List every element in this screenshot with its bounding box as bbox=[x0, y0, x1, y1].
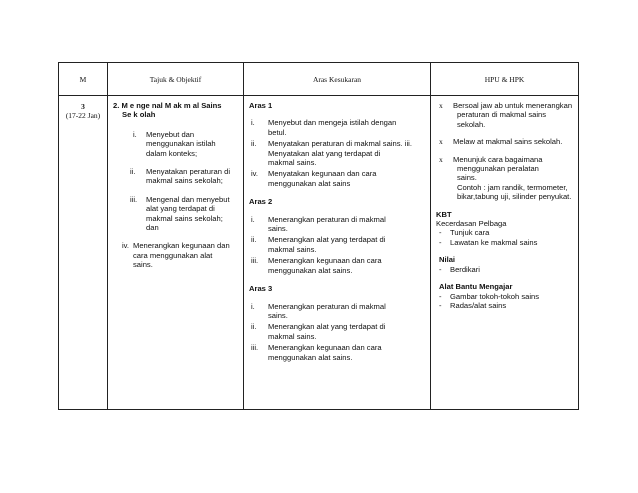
item-number: i. bbox=[251, 118, 255, 128]
item-number: iv. bbox=[122, 241, 130, 251]
item-text bbox=[133, 241, 240, 269]
item-text bbox=[268, 169, 427, 188]
objectives-list bbox=[113, 130, 240, 270]
bullet-x-icon: x bbox=[439, 154, 443, 164]
aras-section bbox=[249, 197, 427, 275]
item-text bbox=[268, 302, 427, 321]
aras-title: Aras 2 bbox=[249, 197, 273, 207]
hpu-bullets bbox=[436, 101, 575, 202]
item-line: makmal sains. bbox=[268, 244, 317, 254]
item-line: Menerangkan kegunaan dan cara bbox=[268, 256, 382, 266]
item-line: Menerangkan peraturan di makmal bbox=[268, 301, 386, 311]
hpu-cell bbox=[431, 96, 579, 410]
aras-title: Aras 3 bbox=[249, 284, 273, 294]
item-line: Menyatakan peraturan di makmal sains. iii. bbox=[268, 139, 412, 149]
list-text: Lawatan ke makmal sains bbox=[450, 237, 538, 247]
item-line: menggunakan alat sains bbox=[268, 178, 351, 188]
item-line: Menerangkan alat yang terdapat di bbox=[268, 322, 386, 332]
item-number: ii. bbox=[251, 139, 257, 149]
item-text bbox=[268, 343, 427, 362]
aras-item bbox=[249, 169, 427, 188]
dash-icon: - bbox=[439, 264, 442, 274]
bullet-line: sekolah. bbox=[457, 119, 486, 129]
item-text bbox=[268, 118, 427, 137]
bullet-x-icon: x bbox=[439, 101, 443, 110]
item-line: sains. bbox=[268, 224, 288, 234]
item-line: makmal sains. bbox=[268, 158, 317, 168]
header-aras: Aras Kesukaran bbox=[244, 63, 431, 96]
hpu-bullet bbox=[436, 137, 575, 146]
bullet-text bbox=[453, 101, 575, 129]
objective-item bbox=[133, 130, 240, 158]
item-line: sains. bbox=[133, 260, 153, 270]
bullet-line: Contoh : jam randik, termometer, bbox=[457, 182, 568, 192]
aras-title: Aras 1 bbox=[249, 101, 273, 110]
aras-item bbox=[249, 215, 427, 234]
aras-item bbox=[249, 118, 427, 137]
tajuk-cell bbox=[108, 96, 244, 410]
item-line: dalam konteks; bbox=[146, 148, 198, 158]
item-line: Menerangkan kegunaan dan bbox=[133, 241, 230, 251]
item-number: ii. bbox=[130, 167, 136, 177]
item-line: Mengenal dan menyebut bbox=[146, 194, 230, 204]
item-line: makmal sains sekolah; bbox=[146, 213, 223, 223]
item-number: iii. bbox=[130, 194, 138, 204]
item-line: menggunakan alat sains. bbox=[268, 352, 353, 362]
aras-section bbox=[249, 284, 427, 362]
item-line: Menyatakan kegunaan dan cara bbox=[268, 169, 377, 179]
item-number: iii. bbox=[251, 256, 259, 266]
item-line: Menyebut dan mengeja istilah dengan bbox=[268, 118, 397, 128]
list-text: Gambar tokoh-tokoh sains bbox=[450, 291, 540, 301]
item-number: iv. bbox=[251, 169, 259, 179]
dash-icon: - bbox=[439, 291, 442, 301]
objective-item bbox=[130, 195, 240, 233]
abm-list bbox=[436, 292, 575, 311]
bullet-line: Melaw at makmal sains sekolah. bbox=[453, 137, 563, 147]
objective-item bbox=[130, 167, 240, 186]
item-line: Menyatakan peraturan di bbox=[146, 167, 231, 177]
item-line: menggunakan istilah bbox=[146, 139, 216, 149]
item-line: betul. bbox=[268, 127, 287, 137]
dash-icon: - bbox=[439, 300, 442, 310]
item-line: makmal sains. bbox=[268, 331, 317, 341]
aras-list bbox=[244, 96, 430, 364]
bullet-line: Bersoal jaw ab untuk menerangkan bbox=[453, 101, 573, 110]
nilai-title: Nilai bbox=[439, 255, 456, 265]
item-text bbox=[146, 195, 240, 233]
item-line: menggunakan alat sains. bbox=[268, 265, 353, 275]
kbt-item bbox=[436, 228, 575, 237]
item-text bbox=[146, 130, 240, 158]
dash-icon: - bbox=[439, 237, 442, 247]
aras-item bbox=[249, 256, 427, 275]
item-line: alat yang terdapat di bbox=[146, 204, 215, 214]
aras-item bbox=[249, 322, 427, 341]
list-text: Radas/alat sains bbox=[450, 300, 507, 310]
hpu-bullet bbox=[436, 101, 575, 129]
item-text bbox=[268, 215, 427, 234]
lesson-plan-sheet bbox=[58, 62, 578, 410]
kbt-subtitle: Kecerdasan Pelbaga bbox=[436, 219, 507, 229]
aras-item bbox=[249, 139, 427, 167]
list-text: Berdikari bbox=[450, 264, 480, 274]
item-number: iii. bbox=[251, 343, 259, 353]
item-line: Menyebut dan bbox=[146, 129, 195, 139]
week-cell bbox=[59, 96, 108, 410]
aras-item bbox=[249, 343, 427, 362]
abm-item bbox=[436, 292, 575, 301]
item-line: Menerangkan kegunaan dan cara bbox=[268, 343, 382, 353]
item-line: makmal sains sekolah; bbox=[146, 176, 223, 186]
item-number: i. bbox=[251, 301, 255, 311]
bullet-line: Menunjuk cara bagaimana bbox=[453, 154, 543, 164]
item-line: dan bbox=[146, 223, 159, 233]
bullet-line: sains. bbox=[457, 173, 477, 183]
abm-title: Alat Bantu Mengajar bbox=[439, 282, 513, 292]
hpu-bullet bbox=[436, 155, 575, 202]
bullet-line: menggunakan peralatan bbox=[457, 164, 539, 174]
aras-cell bbox=[244, 96, 431, 410]
week-date: (17-22 Jan) bbox=[65, 111, 101, 120]
item-text bbox=[268, 139, 427, 167]
item-line: cara menggunakan alat bbox=[133, 250, 213, 260]
item-text bbox=[268, 322, 427, 341]
nilai-item bbox=[436, 265, 575, 274]
content-row bbox=[59, 96, 579, 410]
item-line: Menerangkan alat yang terdapat di bbox=[268, 235, 386, 245]
nilai-list bbox=[436, 265, 575, 274]
header-tajuk: Tajuk & Objektif bbox=[108, 63, 244, 96]
topic-title-cont: Se k olah bbox=[122, 110, 156, 120]
header-row bbox=[59, 63, 579, 96]
item-text bbox=[146, 167, 240, 186]
item-number: ii. bbox=[251, 322, 257, 332]
item-number: i. bbox=[251, 214, 255, 224]
header-m: M bbox=[59, 63, 108, 96]
bullet-line: bikar,tabung uji, silinder penyukat. bbox=[457, 192, 572, 202]
item-text bbox=[268, 235, 427, 254]
aras-item bbox=[249, 302, 427, 321]
aras-item bbox=[249, 235, 427, 254]
list-text: Tunjuk cara bbox=[450, 228, 490, 238]
bullet-line: peraturan di makmal sains bbox=[457, 110, 547, 120]
item-line: Menyatakan alat yang terdapat di bbox=[268, 148, 381, 158]
dash-icon: - bbox=[439, 228, 442, 238]
abm-item bbox=[436, 301, 575, 310]
topic-title: 2. M e nge nal M ak m al Sains bbox=[113, 101, 222, 110]
lesson-plan-table bbox=[58, 62, 579, 410]
item-text bbox=[268, 256, 427, 275]
item-number: i. bbox=[133, 129, 137, 139]
item-number: ii. bbox=[251, 235, 257, 245]
header-hpu: HPU & HPK bbox=[431, 63, 579, 96]
kbt-title: KBT bbox=[436, 209, 452, 219]
item-line: sains. bbox=[268, 310, 288, 320]
bullet-text bbox=[453, 137, 575, 146]
aras-section bbox=[249, 101, 427, 188]
kbt-item bbox=[436, 238, 575, 247]
bullet-text bbox=[453, 155, 575, 202]
week-number: 3 bbox=[81, 102, 85, 111]
item-line: Menerangkan peraturan di makmal bbox=[268, 214, 386, 224]
bullet-x-icon: x bbox=[439, 137, 443, 147]
kbt-list bbox=[436, 228, 575, 247]
objective-item bbox=[122, 241, 240, 269]
